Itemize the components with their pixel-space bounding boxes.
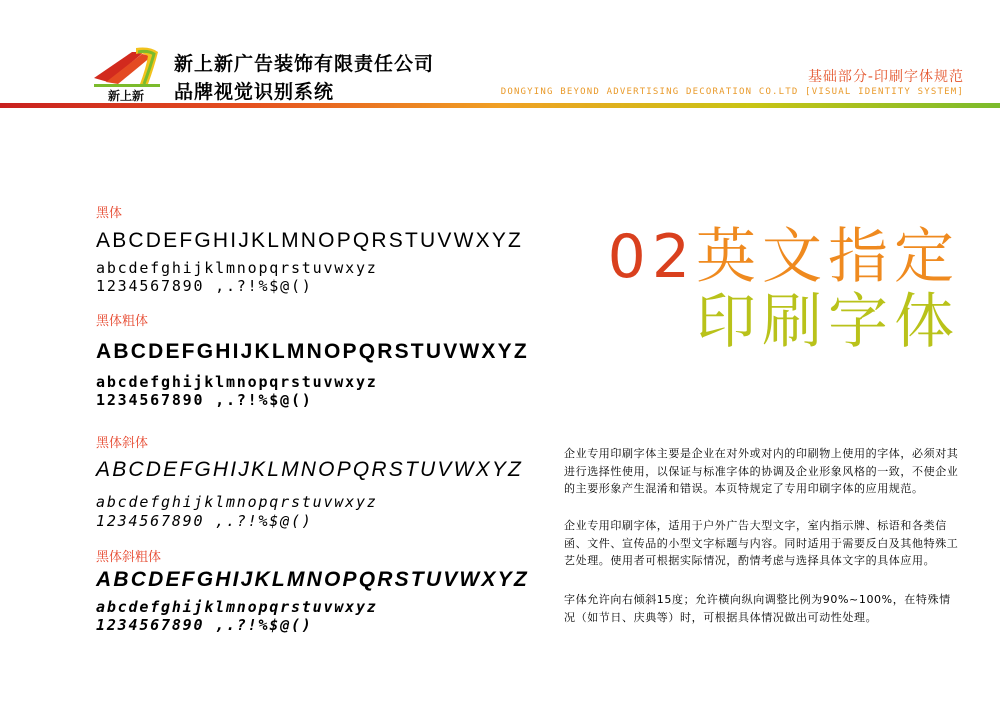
heading-number: 02 (607, 222, 696, 292)
company-name (174, 50, 434, 106)
specimen-uppercase-regular: ABCDEFGHIJKLMNOPQRSTUVWXYZ (96, 229, 524, 252)
specimen-lowercase-italic: abcdefghijklmnopqrstuvwxyz (96, 493, 378, 511)
company-line2: 品牌视觉识别系统 (174, 81, 335, 103)
heading-title-line1: 英文指定 (696, 222, 960, 292)
specimen-digits-italic: 1234567890 ,.?!%$@() (96, 512, 313, 530)
specimen-lowercase-bold-italic: abcdefghijklmnopqrstuvwxyz (96, 598, 378, 616)
heading-line1 (607, 222, 960, 292)
description-paragraph-3: 字体允许向右倾斜15度；允许横向纵向调整比例为90%~100%，在特殊情况（如节日、庆典等）时，可根据具体情况做出可动性处理。 (564, 593, 951, 624)
specimen-lowercase-bold: abcdefghijklmnopqrstuvwxyz (96, 373, 378, 391)
description-paragraph-2: 企业专用印刷字体，适用于户外广告大型文字，室内指示牌、标语和各类信函、文件、宣传品的小型文字标题与内容。同时适用于需要反白及其他特殊工艺处理。使用者可根据实际情况，酌情考虑与选择具体文字的具体应用。 (564, 519, 959, 567)
specimen-uppercase-italic: ABCDEFGHIJKLMNOPQRSTUVWXYZ (96, 458, 524, 481)
heading-line2 (696, 287, 960, 357)
font-label-bold-italic: 黑体斜粗体 (96, 550, 162, 565)
specimen-uppercase-bold: ABCDEFGHIJKLMNOPQRSTUVWXYZ (96, 340, 529, 363)
company-logo (92, 44, 164, 102)
font-label-bold: 黑体粗体 (96, 314, 149, 329)
specimen-digits-bold-italic: 1234567890 ,.?!%$@() (96, 616, 313, 634)
specimen-uppercase-bold-italic: ABCDEFGHIJKLMNOPQRSTUVWXYZ (96, 568, 529, 591)
company-line1: 新上新广告装饰有限责任公司 (174, 53, 435, 75)
heading-title-line2: 印刷字体 (696, 287, 960, 357)
logo-text: 新上新 (107, 89, 145, 102)
header-gradient-rule (0, 103, 1000, 108)
section-title: 基础部分-印刷字体规范 (807, 69, 964, 85)
specimen-digits-regular: 1234567890 ,.?!%$@() (96, 277, 313, 295)
font-label-italic: 黑体斜体 (96, 436, 149, 451)
section-subtitle: DONGYING BEYOND ADVERTISING DECORATION CO.LTD [VISUAL IDENTITY SYSTEM] (500, 87, 964, 97)
description-paragraph-1: 企业专用印刷字体主要是企业在对外或对内的印刷物上使用的字体，必须对其进行选择性使用，以保证与标准字体的协调及企业形象风格的一致，不使企业的主要形象产生混淆和错误。本页特规定了专用印刷字体的应用规范。 (564, 447, 959, 495)
specimen-digits-bold: 1234567890 ,.?!%$@() (96, 391, 313, 409)
font-label-regular: 黑体 (96, 206, 123, 221)
specimen-lowercase-regular: abcdefghijklmnopqrstuvwxyz (96, 259, 378, 277)
